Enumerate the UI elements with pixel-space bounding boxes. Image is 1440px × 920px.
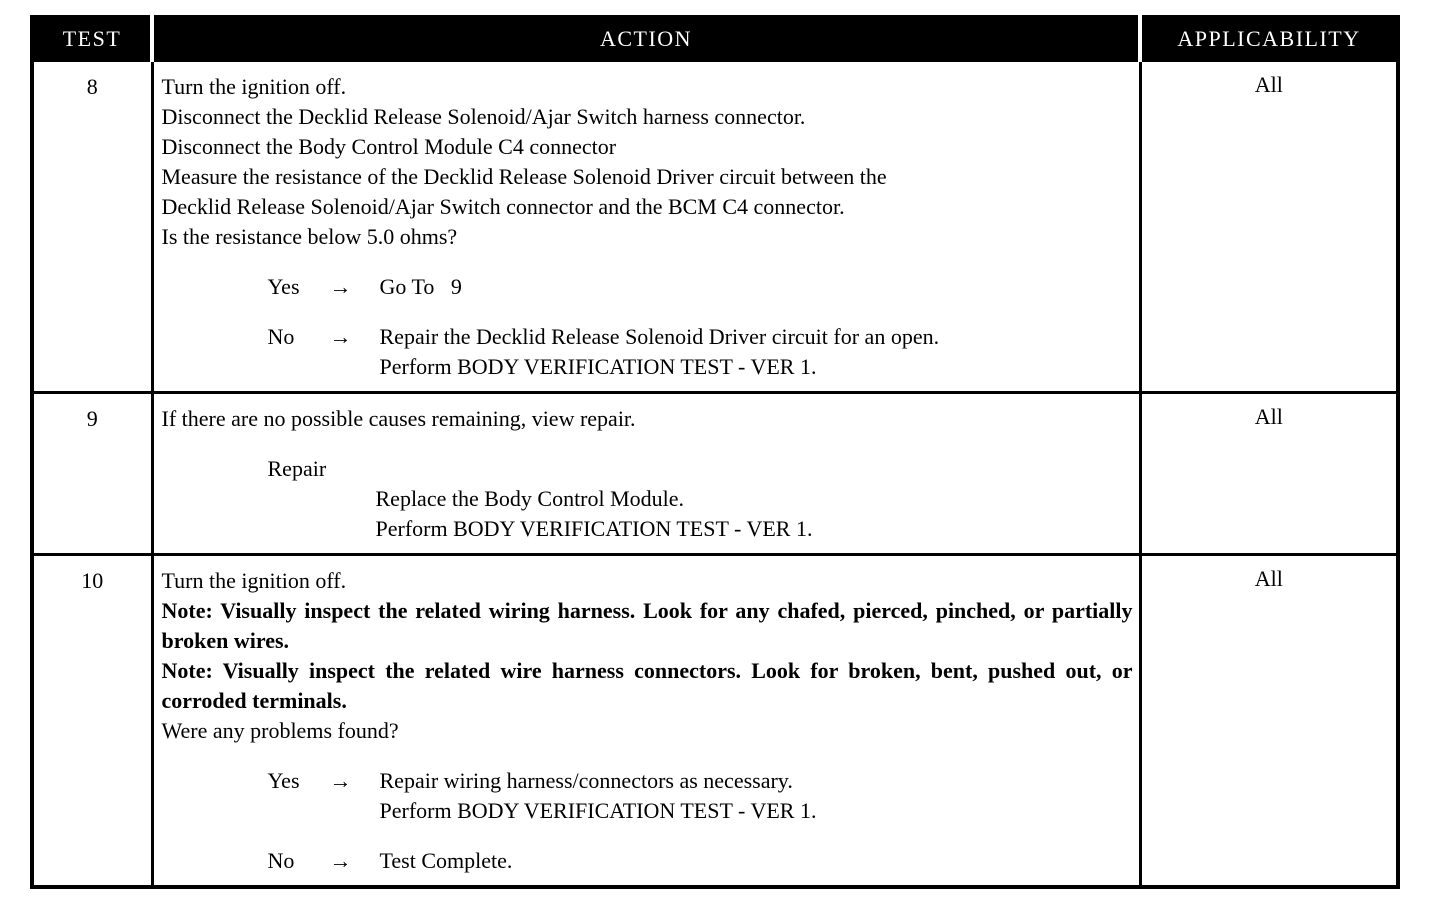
table-row [32,393,1398,555]
no-branch [268,846,1133,876]
no-result: Test Complete. [379,848,513,873]
note-harness-connectors: Note: Visually inspect the related wire harness connectors. Look for broken, bent, pushed out, or corroded terminals. [161,658,1133,713]
no-result-line: Repair the Decklid Release Solenoid Driver circuit for an open. [379,324,940,349]
right-arrow-icon: → [329,768,352,793]
action-line: Turn the ignition off. [161,74,347,99]
action-cell [152,393,1140,555]
no-result-line: Perform BODY VERIFICATION TEST - VER 1. [379,354,817,379]
yes-label: Yes [267,768,300,793]
diagnostic-test-table [30,15,1400,889]
repair-block [268,454,1133,544]
action-line: Disconnect the Decklid Release Solenoid/Ajar Switch harness connector. [161,104,806,129]
action-line: Disconnect the Body Control Module C4 connector [161,134,617,159]
yes-result-line: Repair wiring harness/connectors as necessary. [379,768,793,793]
applicability-value: All [1140,393,1398,555]
action-question: Is the resistance below 5.0 ohms? [161,224,458,249]
test-number: 8 [32,61,152,393]
action-cell [152,555,1140,887]
action-line: If there are no possible causes remaining, view repair. [161,406,636,431]
no-label: No [267,324,295,349]
header-applicability: APPLICABILITY [1140,17,1398,61]
no-branch [268,322,1133,382]
repair-label: Repair [267,456,327,481]
right-arrow-icon: → [329,848,352,873]
table-row [32,555,1398,887]
right-arrow-icon: → [329,274,352,299]
action-line: Measure the resistance of the Decklid Release Solenoid Driver circuit between the [161,164,887,189]
repair-instructions [376,484,1133,544]
test-number: 10 [32,555,152,887]
action-line: Decklid Release Solenoid/Ajar Switch connector and the BCM C4 connector. [161,194,845,219]
yes-branch [268,766,1133,826]
header-action: ACTION [152,17,1140,61]
test-number: 9 [32,393,152,555]
yes-label: Yes [267,274,300,299]
table-header-row [32,17,1398,61]
repair-line: Perform BODY VERIFICATION TEST - VER 1. [375,516,813,541]
yes-result: Go To 9 [379,274,462,299]
action-cell [152,61,1140,393]
no-result [380,322,1133,382]
header-test: TEST [32,17,152,61]
table-row [32,61,1398,393]
yes-branch [268,272,1133,302]
no-label: No [267,848,295,873]
note-wiring-harness: Note: Visually inspect the related wiring harness. Look for any chafed, pierced, pinched, or partially broken wires. [161,598,1133,653]
yes-result [380,766,1133,826]
right-arrow-icon: → [329,324,352,349]
action-question: Were any problems found? [161,718,399,743]
action-line: Turn the ignition off. [161,568,347,593]
yes-result-line: Perform BODY VERIFICATION TEST - VER 1. [379,798,817,823]
repair-line: Replace the Body Control Module. [375,486,685,511]
applicability-value: All [1140,61,1398,393]
applicability-value: All [1140,555,1398,887]
